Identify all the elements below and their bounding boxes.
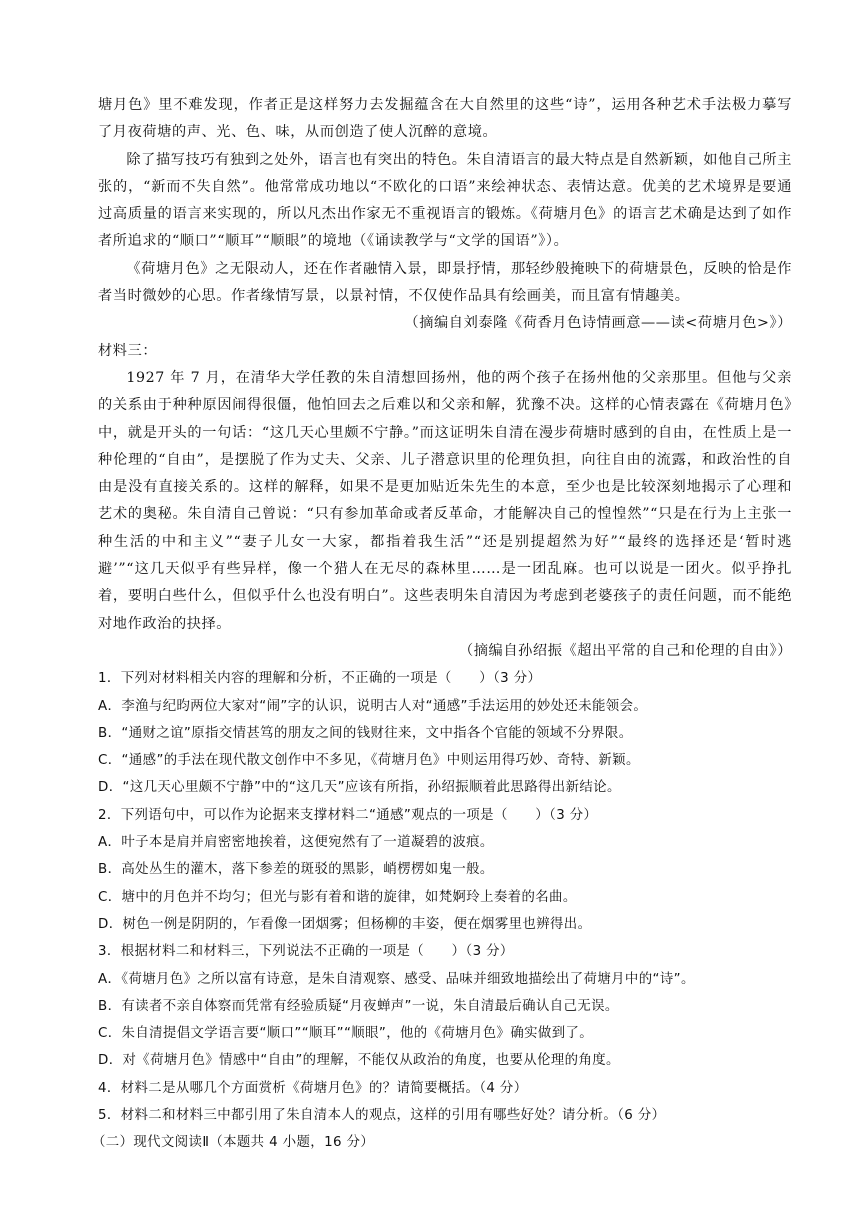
option-c: C．“通感”的手法在现代散文创作中不多见，《荷塘月色》中则运用得巧妙、奇特、新颖。 xyxy=(98,753,640,769)
exam-page xyxy=(92,92,792,1157)
option-c: C．朱自清提倡文学语言要“顺口”“顺耳”“顺眼”，他的《荷塘月色》确实做到了。 xyxy=(98,1026,594,1042)
option-a: A．李渔与纪昀两位大家对“闹”字的认识，说明古人对“通感”手法运用的妙处还未能领会。 xyxy=(98,698,648,714)
option-b: B．“通财之谊”原指交情甚笃的朋友之间的钱财往来，文中指各个官能的领域不分界限。 xyxy=(98,725,633,741)
material2-paragraph-continued: 塘月色》里不难发现，作者正是这样努力去发掘蕴含在大自然里的这些“诗”，运用各种艺术手法极力摹写了月夜荷塘的声、光、色、味，从而创造了使人沉醉的意境。 xyxy=(98,97,792,141)
question-1 xyxy=(98,665,792,801)
section-heading: （二）现代文阅读Ⅱ（本题共 4 小题，16 分） xyxy=(92,1135,375,1151)
material3-paragraph: 1927 年 7 月，在清华大学任教的朱自清想回扬州，他的两个孩子在扬州他的父亲那里。但他与父亲的关系由于种种原因闹得很僵，他怕回去之后难以和父亲和解，犹豫不决。这样的心情表露在《荷塘月色》中，就是开头的一句话：“这几天心里颇不宁静。”而这证明朱自清在漫步荷塘时感到的自由，在性质上是一种伦理的“自由”，是摆脱了作为丈夫、父亲、儿子潜意识里的伦理负担，向往自由的流露，和政治性的自由是没有直接关系的。这样的解释，如果不是更加贴近朱先生的本意，至少也是比较深刻地揭示了心理和艺术的奥秘。朱自清自己曾说：“只有参加革命或者反革命，才能解决自己的惶惶然”“只是在行为上主张一种生活的中和主义”“妻子儿女一大家，都指着我生活”“还是别提超然为好”“最终的选择还是‘暂时逃避’”“这几天似乎有些异样，像一个猎人在无尽的森林里……是一团乱麻。也可以说是一团火。似乎挣扎着，要明白些什么，但似乎什么也没有明白”。这些表明朱自清因为考虑到老婆孩子的责任问题，而不能绝对地作政治的抉择。 xyxy=(98,369,792,632)
question-5 xyxy=(98,1102,792,1129)
option-a: A．叶子本是肩并肩密密地挨着，这便宛然有了一道凝碧的波痕。 xyxy=(98,835,494,851)
question-3 xyxy=(98,938,792,1074)
option-d: D．对《荷塘月色》情感中“自由”的理解，不能仅从政治的角度，也要从伦理的角度。 xyxy=(98,1053,620,1069)
material3-source: （摘编自孙绍振《超出平常的自己和伦理的自由》） xyxy=(458,642,792,659)
question-stem: 1．下列对材料相关内容的理解和分析，不正确的一项是（ ）（3 分） xyxy=(98,671,542,687)
material2-paragraph-emotion: 《荷塘月色》之无限动人，还在作者融情入景，即景抒情，那轻纱般掩映下的荷塘景色，反映的恰是作者当时微妙的心思。作者缘情写景，以景衬情，不仅使作品具有绘画美，而且富有情趣美。 xyxy=(98,260,792,305)
question-4 xyxy=(98,1075,792,1102)
option-d: D．“这几天心里颇不宁静”中的“这几天”应该有所指，孙绍振顺着此思路得出新结论。 xyxy=(98,780,621,796)
material2-source: （摘编自刘泰隆《荷香月色诗情画意——读<荷塘月色>》） xyxy=(404,315,792,332)
question-stem: 2．下列语句中，可以作为论据来支撑材料二“通感”观点的一项是（ ）（3 分） xyxy=(98,807,598,823)
question-stem: 4．材料二是从哪几个方面赏析《荷塘月色》的？请简要概括。（4 分） xyxy=(98,1080,528,1096)
option-c: C．塘中的月色并不均匀；但光与影有着和谐的旋律，如梵婀玲上奏着的名曲。 xyxy=(98,889,577,905)
option-a: A．《荷塘月色》之所以富有诗意，是朱自清观察、感受、品味并细致地描绘出了荷塘月中的“诗”。 xyxy=(98,971,695,987)
question-stem: 3．根据材料二和材料三，下列说法不正确的一项是（ ）（3 分） xyxy=(98,944,514,960)
question-stem: 5．材料二和材料三中都引用了朱自清本人的观点，这样的引用有哪些好处？请分析。（6 分） xyxy=(98,1107,666,1123)
option-b: B．有读者不亲自体察而凭常有经验质疑“月夜蝉声”一说，朱自清最后确认自己无误。 xyxy=(98,998,619,1014)
question-2 xyxy=(98,802,792,938)
material2-paragraph-language: 除了描写技巧有独到之处外，语言也有突出的特色。朱自清语言的最大特点是自然新颖，如他自己所主张的，“新而不失自然”。他常常成功地以“不欧化的口语”来绘神状态、表情达意。优美的艺术境界是要通过高质量的语言来实现的，所以凡杰出作家无不重视语言的锻炼。《荷塘月色》的语言艺术确是达到了如作者所追求的“顺口”“顺耳”“顺眼”的境地（《诵读教学与“文学的国语”》）。 xyxy=(98,151,792,250)
material3-label: 材料三： xyxy=(98,342,158,359)
option-b: B．高处丛生的灌木，落下参差的斑驳的黑影，峭楞楞如鬼一般。 xyxy=(98,862,494,878)
option-d: D．树色一例是阴阴的，乍看像一团烟雾；但杨柳的丰姿，便在烟雾里也辨得出。 xyxy=(98,916,592,932)
